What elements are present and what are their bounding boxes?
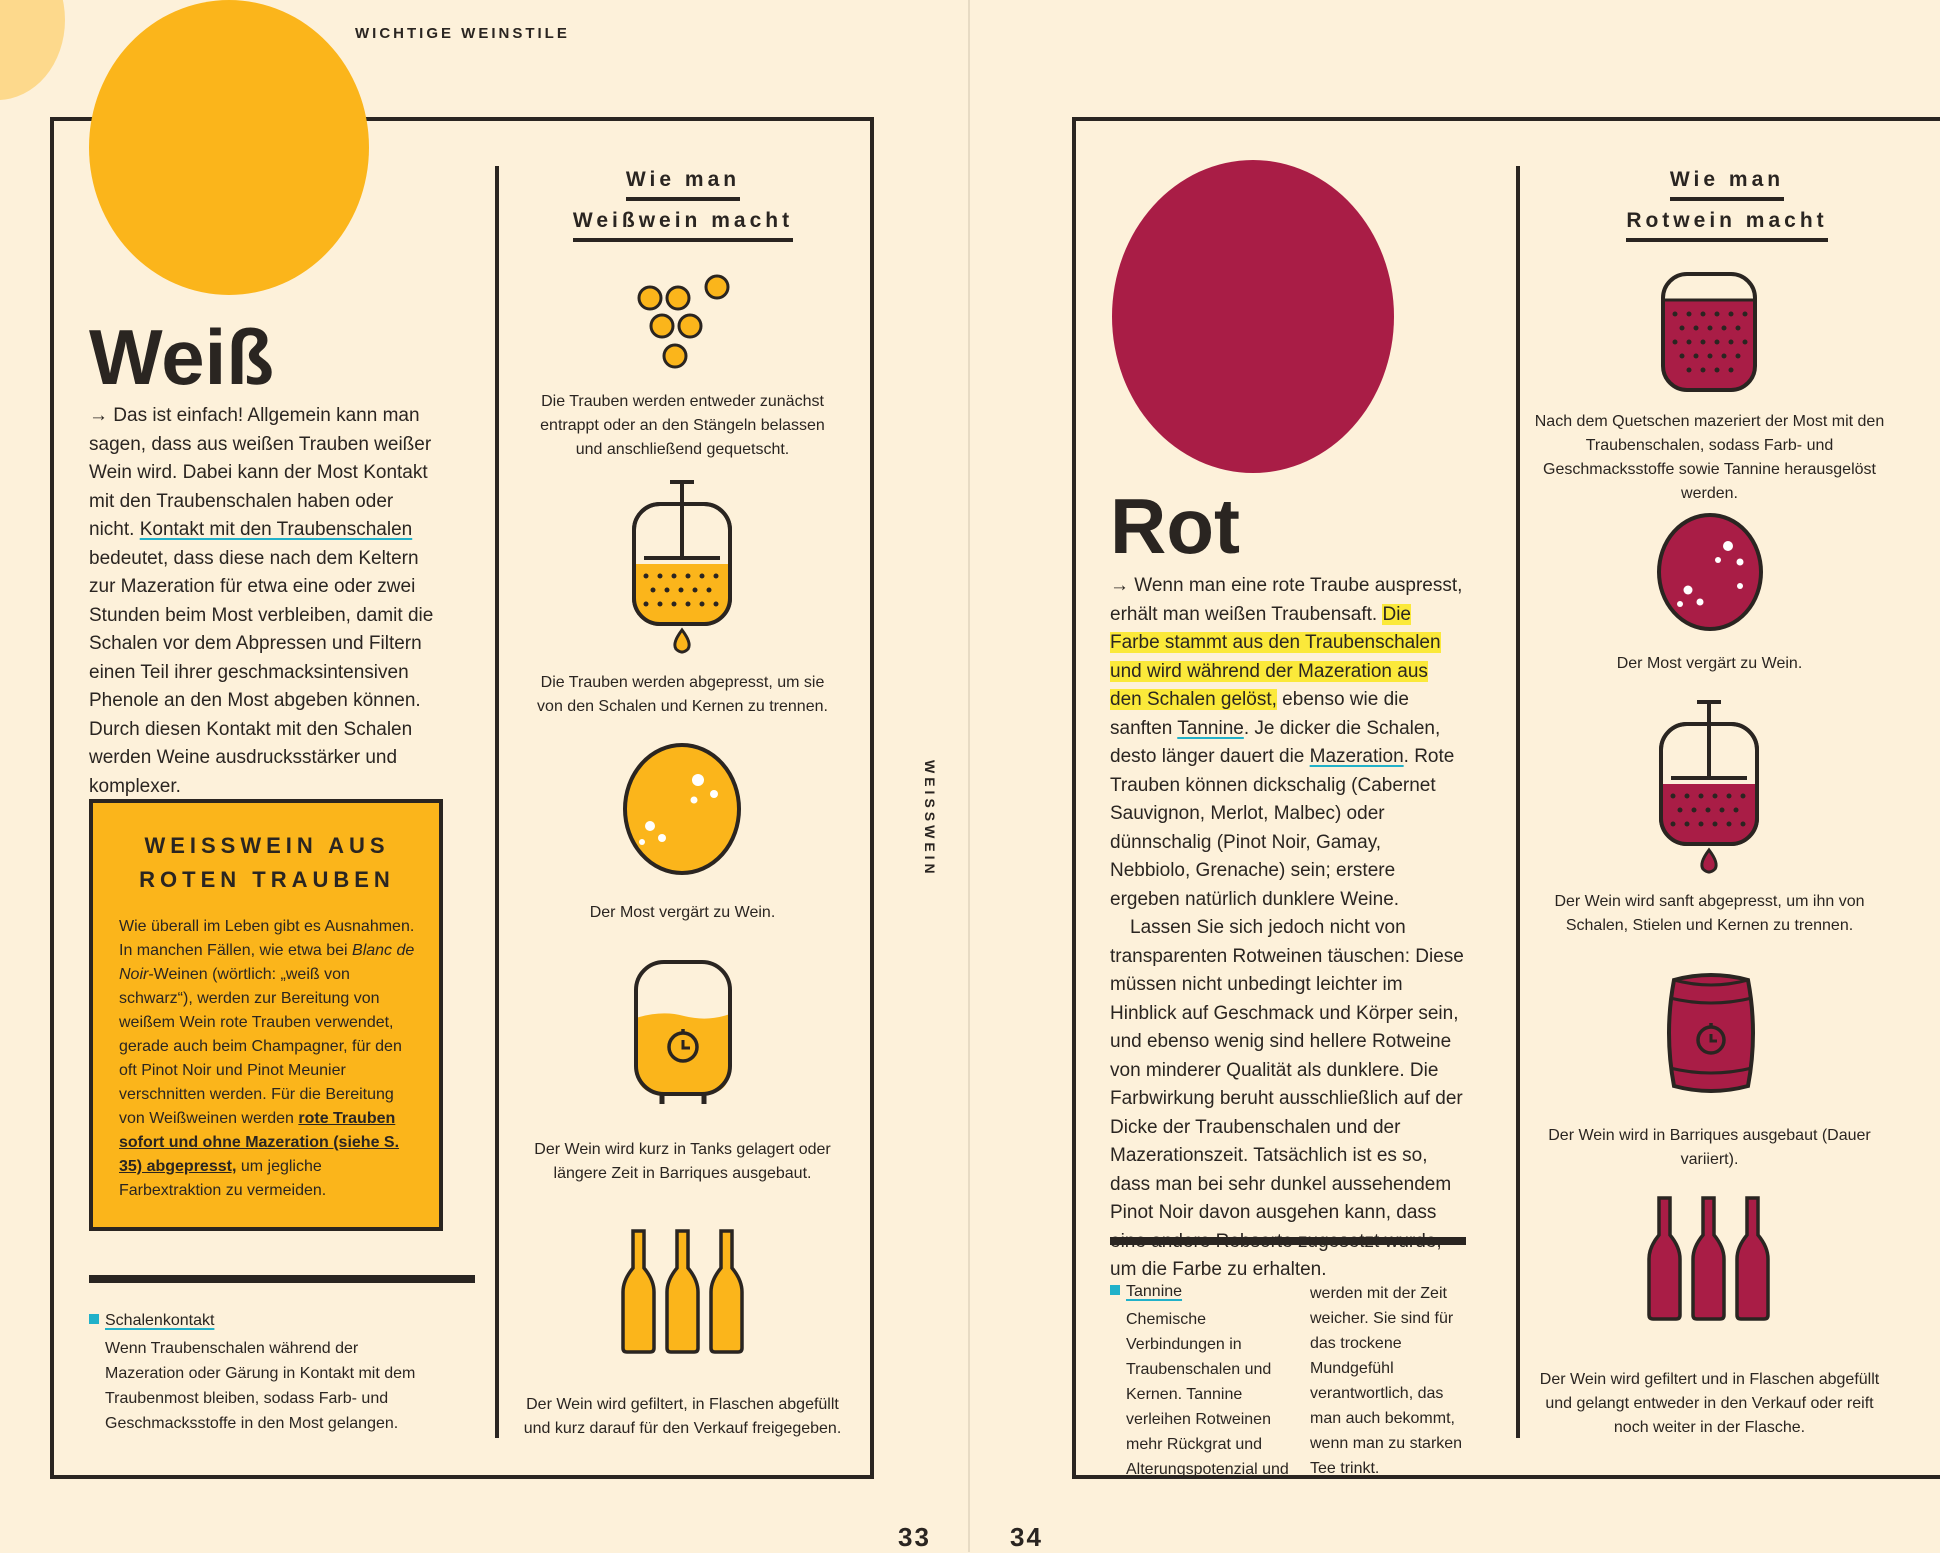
step-caption: Der Most vergärt zu Wein. [589, 904, 776, 921]
column-divider [1516, 166, 1520, 1438]
info-box-blanc-de-noir [89, 799, 443, 1231]
corner-circle-decoration [0, 0, 65, 100]
fermenting-must-icon [622, 742, 742, 876]
step-caption: Der Wein wird gefiltert und in Flaschen abgefüllt und gelangt entweder in den Verkauf oder reift noch weiter in der Flasche. [1539, 1371, 1880, 1436]
highlighted-text: Die Farbe stammt aus den Traubenschalen und wird während der Mazeration aus den Schalen gelöst, [1110, 603, 1441, 710]
fermenting-must-icon [1656, 512, 1764, 632]
glossary-entry [1110, 1281, 1470, 1478]
term-link-mazeration: Mazeration [1309, 746, 1404, 767]
term-link-tannine: Tannine [1177, 717, 1244, 739]
info-box-title: WEISSWEIN AUS ROTEN TRAUBEN [139, 833, 395, 892]
tank-icon [632, 958, 734, 1108]
intro-text: → Wenn man eine rote Traube auspresst, erhält man weißen Traubensaft. Die Farbe stammt aus den Traubenschalen und wird während der Mazeration aus den Schalen gelöst, ebenso wie die sanften Tannine. Je dicker die Schalen, desto länger dauert die Mazeration. Rote Trauben können dickschalig (Cabernet Sauvignon, Merlot, Malbec) oder dünnschalig (Pinot Noir, Gamay, Nebbiolo, Grenache) sein; erstere ergeben natürlich dunklere Weine. Lassen Sie sich jedoch nicht von transparenten Rotweinen täuschen: Diese müssen nicht unbedingt leichter im Hinblick auf Geschmack und Körper sein, und ebenso wenig sind hellere Rotweine von minderer Qualität als dunklere. Die Farbwirkung beruht ausschließlich auf der Dicke der Traubenschalen und der Mazerationszeit. Tatsächlich ist es so, dass man bei sehr dunkel aussehendem Pinot Noir davon ausgehen kann, dass um die Farbe zu erhalten. [1110, 572, 1464, 1285]
right-page [972, 0, 1940, 1552]
process-column-heading: Wie man Weißwein macht [518, 160, 848, 242]
red-wine-color-circle [1112, 160, 1394, 473]
barrel-icon [1664, 968, 1758, 1098]
press-icon [630, 480, 734, 655]
step-caption: Die Trauben werden entweder zunächst entrappt oder an den Stängeln belassen und anschließend gequetscht. [540, 393, 825, 458]
column-divider [495, 166, 499, 1438]
step-caption: Nach dem Quetschen mazeriert der Most mit den Traubenschalen, sodass Farb- und Geschmacksstoffe sowie Tannine herausgelöst werden. [1534, 413, 1885, 502]
step-caption: Die Trauben werden abgepresst, um sie von den Schalen und Kernen zu trennen. [537, 674, 828, 715]
term-link-skin-contact: Kontakt mit den Traubenschalen [139, 519, 413, 540]
page-title: Weiß [89, 313, 274, 401]
process-column-heading: Wie man Rotwein macht [1542, 160, 1912, 242]
intro-text: → Das ist einfach! Allgemein kann man sagen, dass aus weißen Trauben weißer Wein wird. Dabei kann der Most Kontakt mit den Traubenschalen haben oder nicht. Kontakt mit den Traubenschalen bedeutet, dass diese nach dem Keltern zur Mazeration für etwa eine oder zwei Stunden beim Most verbleiben, damit die Schalen vor dem Abpressen und Filtern einen Teil ihrer geschmacksintensiven Phenole an den Most abgeben können. Durch diesen Kontakt mit den Schalen werden Weine ausdrucksstärker und komplexer. [89, 405, 434, 797]
glossary-term: Tannine [1126, 1283, 1183, 1300]
step-caption: Der Most vergärt zu Wein. [1616, 655, 1803, 672]
maceration-vat-icon [1659, 270, 1759, 394]
glossary-text-col1: Chemische Verbindungen in Traubenschalen und Kernen. Tannine verleihen Rotweinen mehr Rückgrat und Alterungspotenzial und [1126, 1311, 1289, 1478]
running-head: WICHTIGE WEINSTILE [355, 25, 570, 42]
bottles-icon [620, 1228, 746, 1356]
glossary-text: Wenn Traubenschalen während der Mazeration oder Gärung in Kontakt mit dem Traubenmost bleiben, sodass Farb- und Geschmacksstoffe in den Most gelangen. [105, 1340, 416, 1432]
step-caption: Der Wein wird gefiltert, in Flaschen abgefüllt und kurz darauf für den Verkauf freigegeben. [523, 1396, 842, 1437]
section-divider [1110, 1237, 1466, 1245]
section-divider [89, 1275, 475, 1283]
bottles-icon [1646, 1195, 1772, 1323]
page-title: Rot [1110, 482, 1240, 570]
glossary-marker-icon [89, 1314, 99, 1324]
step-caption: Der Wein wird in Barriques ausgebaut (Dauer variiert). [1548, 1127, 1871, 1168]
left-page [0, 0, 968, 1552]
page-number: 33 [898, 1522, 931, 1552]
glossary-text-col2: werden mit der Zeit weicher. Sie sind für das trockene Mundgefühl verantwortlich, das man auch bekommt, wenn man zu starken Tee trinkt. [1310, 1285, 1463, 1477]
glossary-marker-icon [1110, 1285, 1120, 1295]
step-caption: Der Wein wird sanft abgepresst, um ihn von Schalen, Stielen und Kernen zu trennen. [1554, 893, 1865, 934]
grapes-icon [632, 270, 732, 370]
book-gutter [968, 0, 970, 1552]
info-box-text: Wie überall im Leben gibt es Ausnahmen. In manchen Fällen, wie etwa bei Blanc de Noir-Weinen (wörtlich: „weiß von schwarz“), werden zur Bereitung von weißem Wein rote Trauben verwendet, gerade auch beim Champagner, für den oft Pinot Noir und Pinot Meunier verschnitten werden. Für die Bereitung von Weißweinen werden rote Trauben sofort und ohne Mazeration (siehe S. 35) abgepresst, um jegliche Farbextraktion zu vermeiden. [119, 918, 415, 1199]
page-number: 34 [1010, 1522, 1043, 1552]
body-paragraph-2: Lassen Sie sich jedoch nicht von transparenten Rotweinen täuschen: Diese müssen nicht unbedingt leichter im Hinblick auf Geschmack und Körper sein, und ebenso wenig sind hellere Rotweine von minderer Qualität als dunklere. Die Farbwirkung beruht ausschließlich auf der Dicke der Traubenschalen und der Mazerationszeit. Tatsächlich ist es so, dass man bei sehr dunkel aussehendem Pinot Noir davon ausgehen kann, dass um die Farbe zu erhalten. [1110, 917, 1464, 1280]
side-section-label: WEISSWEIN [922, 760, 938, 878]
glossary-entry [89, 1310, 439, 1436]
step-caption: Der Wein wird kurz in Tanks gelagert oder längere Zeit in Barriques ausgebaut. [534, 1141, 831, 1182]
glossary-term: Schalenkontakt [105, 1312, 215, 1329]
white-wine-color-circle [89, 0, 369, 295]
press-icon [1657, 700, 1761, 875]
